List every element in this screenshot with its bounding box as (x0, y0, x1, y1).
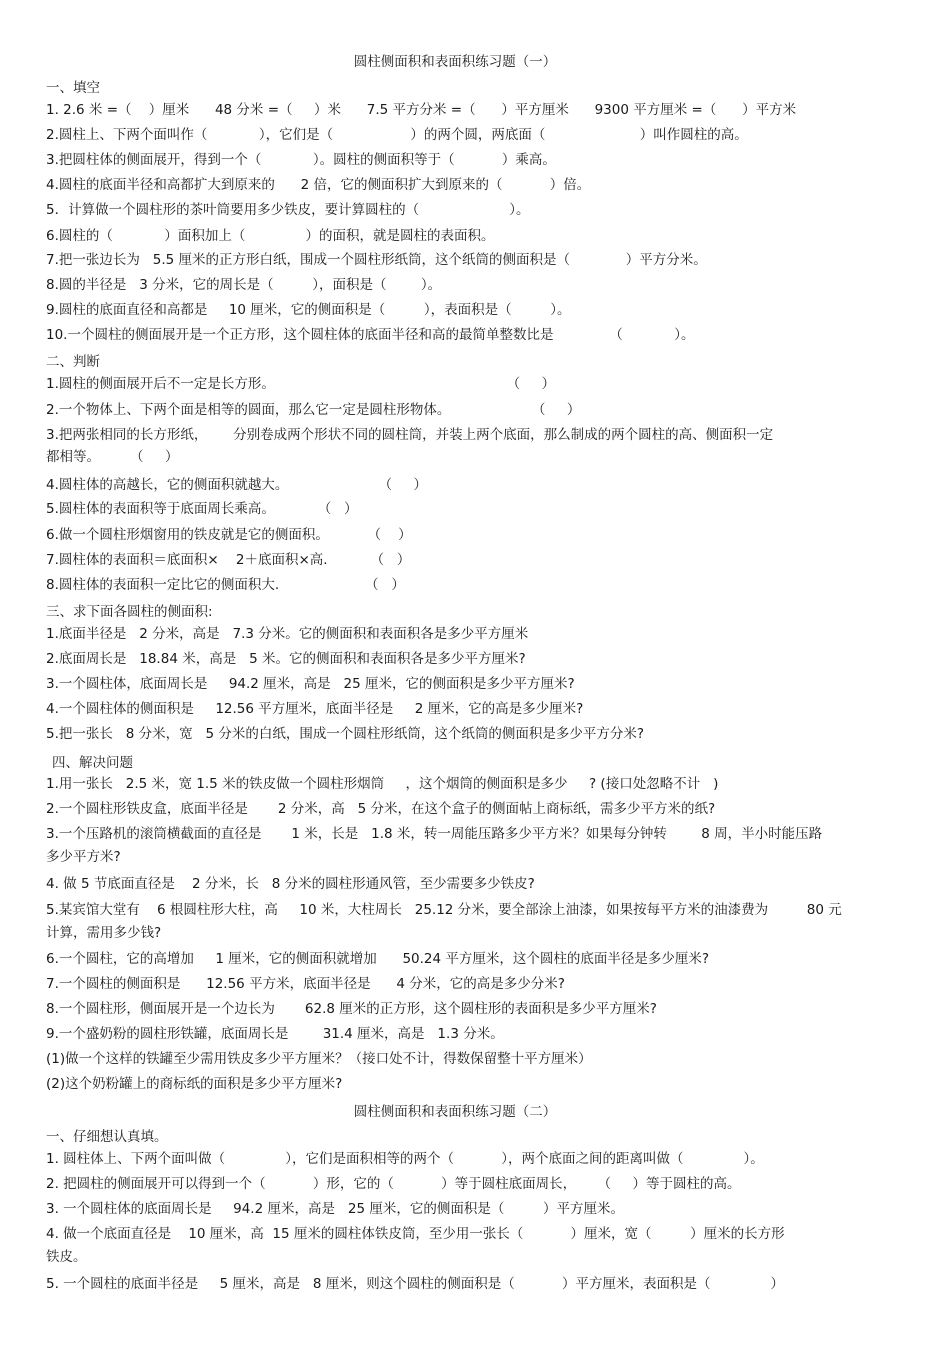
question-line: 3.一个圆柱体，底面周长是 94.2 厘米，高是 25 厘米，它的侧面积是多少平方厘米? (46, 676, 575, 692)
question-line: 3.把两张相同的长方形纸， 分别卷成两个形状不同的圆柱筒，并装上两个底面，那么制成的两个圆柱的高、侧面积一定 (46, 427, 774, 443)
section-heading-problems: 四、解决问题 (52, 755, 133, 771)
question-line: 4. 做一个底面直径是 10 厘米，高 15 厘米的圆柱体铁皮筒，至少用一张长（ ）厘米，宽（ ）厘米的长方形 (46, 1226, 785, 1242)
question-line: 6.圆柱的（ ）面积加上（ ）的面积，就是圆柱的表面积。 (46, 228, 495, 244)
question-line: 9.圆柱的底面直径和高都是 10 厘米，它的侧面积是（ ），表面积是（ ）。 (46, 302, 571, 318)
worksheet-title-2: 圆柱侧面积和表面积练习题（二） (353, 1104, 557, 1120)
question-line: 2.底面周长是 18.84 米，高是 5 米。它的侧面积和表面积各是多少平方厘米? (46, 651, 526, 667)
question-line: 2.一个圆柱形铁皮盒，底面半径是 2 分米，高 5 分米，在这个盒子的侧面帖上商标纸，需多少平方米的纸? (46, 801, 716, 817)
question-line: 1. 圆柱体上、下两个面叫做（ ），它们是面积相等的两个（ ），两个底面之间的距离叫做（ ）。 (46, 1151, 764, 1167)
section-heading-careful-fill: 一、仔细想认真填。 (46, 1129, 168, 1145)
question-line: 9.一个盛奶粉的圆柱形铁罐，底面周长是 31.4 厘米，高是 1.3 分米。 (46, 1026, 504, 1042)
question-line: 2.圆柱上、下两个面叫作（ ），它们是（ ）的两个圆，两底面（ ）叫作圆柱的高。 (46, 127, 748, 143)
question-line: 4.一个圆柱体的侧面积是 12.56 平方厘米，底面半径是 2 厘米，它的高是多少厘米? (46, 701, 584, 717)
question-line: 3.一个压路机的滚筒横截面的直径是 1 米，长是 1.8 米，转一周能压路多少平方米？如果每分钟转 8 周，半小时能压路 (46, 826, 823, 842)
question-line: 铁皮。 (46, 1249, 87, 1265)
question-line: 5.把一张长 8 分米，宽 5 分米的白纸，围成一个圆柱形纸筒，这个纸筒的侧面积是多少平方分米? (46, 726, 645, 742)
question-line: (1)做一个这样的铁罐至少需用铁皮多少平方厘米？（接口处不计，得数保留整十平方厘米） (46, 1051, 592, 1067)
question-line: 4. 做 5 节底面直径是 2 分米，长 8 分米的圆柱形通风管，至少需要多少铁皮? (46, 876, 535, 892)
question-line: 都相等。 （ ） (46, 449, 179, 465)
question-line: 5. 一个圆柱的底面半径是 5 厘米，高是 8 厘米，则这个圆柱的侧面积是（ ）平方厘米，表面积是（ ） (46, 1276, 785, 1292)
question-line: 2. 把圆柱的侧面展开可以得到一个（ ）形，它的（ ）等于圆柱底面周长， （ ）等于圆柱的高。 (46, 1176, 741, 1192)
question-line: 8.一个圆柱形，侧面展开是一个边长为 62.8 厘米的正方形，这个圆柱形的表面积是多少平方厘米? (46, 1001, 657, 1017)
question-line: 1.圆柱的侧面展开后不一定是长方形。 （ ） (46, 376, 556, 392)
question-line: 计算，需用多少钱? (46, 925, 162, 941)
question-line: (2)这个奶粉罐上的商标纸的面积是多少平方厘米? (46, 1076, 343, 1092)
worksheet-title-1: 圆柱侧面积和表面积练习题（一） (353, 54, 557, 70)
question-line: 5．计算做一个圆柱形的茶叶筒要用多少铁皮，要计算圆柱的（ ）。 (46, 202, 530, 218)
question-line: 10.一个圆柱的侧面展开是一个正方形，这个圆柱体的底面半径和高的最简单整数比是 （ ）。 (46, 327, 695, 343)
question-line: 3. 一个圆柱体的底面周长是 94.2 厘米，高是 25 厘米，它的侧面积是（ ）平方厘米。 (46, 1201, 624, 1217)
question-line: 1.底面半径是 2 分米，高是 7.3 分米。它的侧面积和表面积各是多少平方厘米 (46, 626, 529, 642)
section-heading-fill: 一、填空 (46, 80, 100, 96)
question-line: 4.圆柱的底面半径和高都扩大到原来的 2 倍，它的侧面积扩大到原来的（ ）倍。 (46, 177, 591, 193)
section-heading-lateral-area: 三、求下面各圆柱的侧面积: (46, 604, 213, 620)
question-line: 8.圆柱体的表面积一定比它的侧面积大. （ ） (46, 577, 405, 593)
question-line: 4.圆柱体的高越长，它的侧面积就越大。 （ ） (46, 477, 427, 493)
section-heading-judge: 二、判断 (46, 354, 100, 370)
question-line: 7.一个圆柱的侧面积是 12.56 平方米，底面半径是 4 分米，它的高是多少分米? (46, 976, 565, 992)
question-line: 5.某宾馆大堂有 6 根圆柱形大柱，高 10 米，大柱周长 25.12 分米，要全部涂上油漆，如果按每平方米的油漆费为 80 元 (46, 902, 842, 918)
question-line: 1.用一张长 2.5 米，宽 1.5 米的铁皮做一个圆柱形烟筒 ，这个烟筒的侧面积是多少 ? (接口处忽略不计 ) (46, 776, 719, 792)
question-line: 7.圆柱体的表面积＝底面积× 2＋底面积×高. （ ） (46, 552, 411, 568)
question-line: 1. 2.6 米 =（ ）厘米 48 分米 =（ ）米 7.5 平方分米 =（ ）平方厘米 9300 平方厘米 =（ ）平方米 (46, 102, 797, 118)
question-line: 3.把圆柱体的侧面展开，得到一个（ ）。圆柱的侧面积等于（ ）乘高。 (46, 152, 556, 168)
question-line: 6.一个圆柱，它的高增加 1 厘米，它的侧面积就增加 50.24 平方厘米，这个圆柱的底面半径是多少厘米? (46, 951, 710, 967)
question-line: 8.圆的半径是 3 分米，它的周长是（ ），面积是（ ）。 (46, 277, 442, 293)
question-line: 5.圆柱体的表面积等于底面周长乘高。 （ ） (46, 501, 358, 517)
question-line: 7.把一张边长为 5.5 厘米的正方形白纸，围成一个圆柱形纸筒，这个纸筒的侧面积是（ ）平方分米。 (46, 252, 707, 268)
question-line: 6.做一个圆柱形烟窗用的铁皮就是它的侧面积。 （ ） (46, 527, 412, 543)
question-line: 2.一个物体上、下两个面是相等的圆面，那么它一定是圆柱形物体。 （ ） (46, 402, 581, 418)
question-line: 多少平方米? (46, 849, 121, 865)
